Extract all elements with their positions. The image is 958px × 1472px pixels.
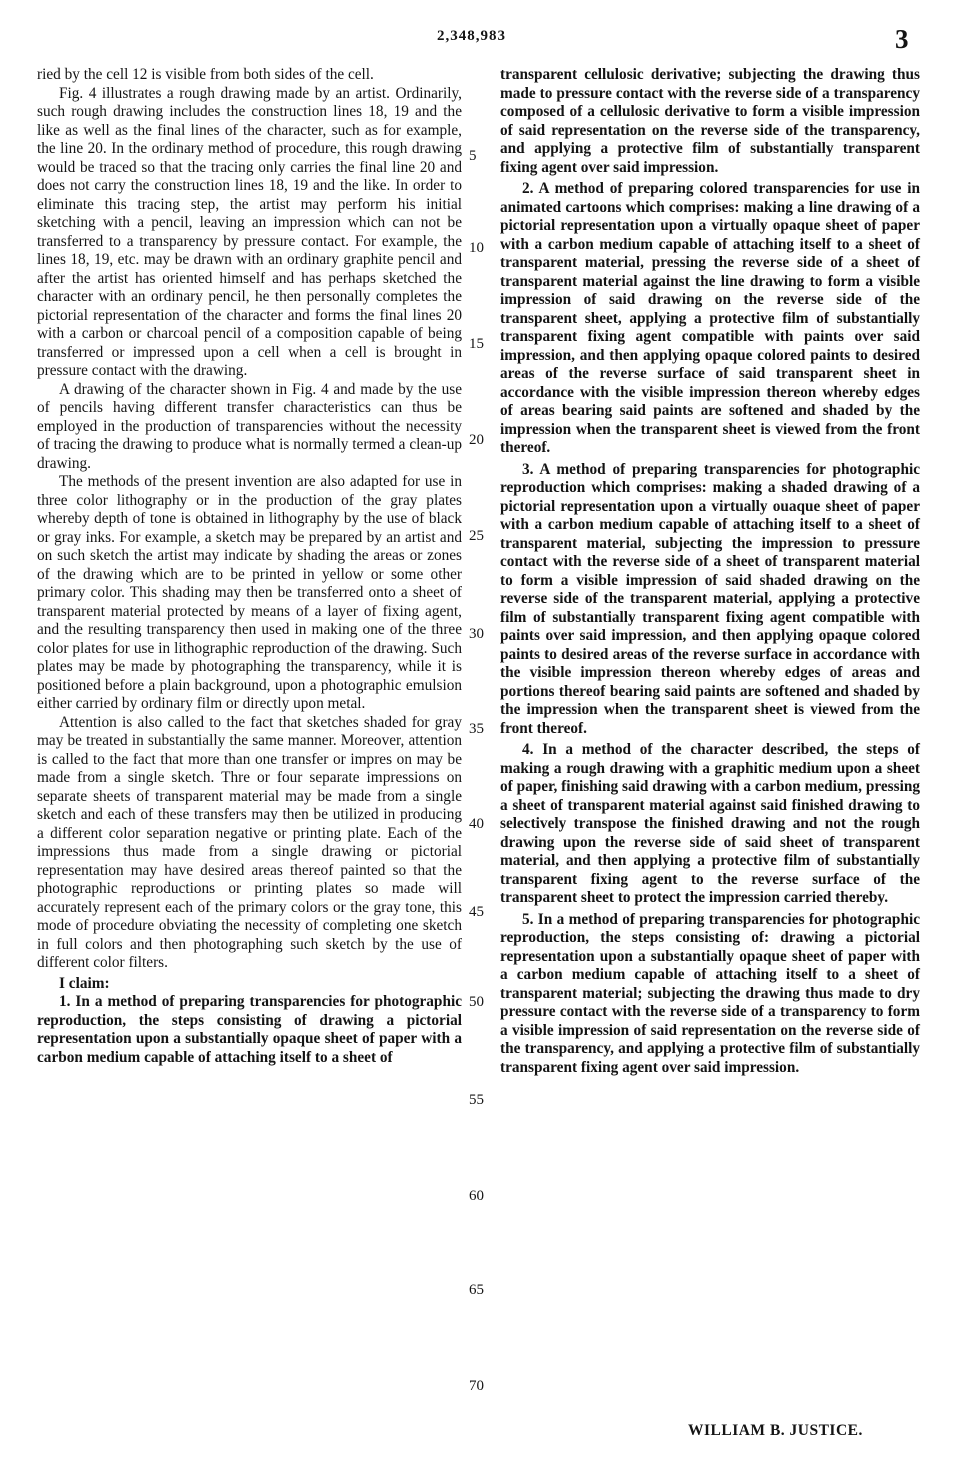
page-number: 2,348,983 — [437, 28, 506, 44]
line-number: 35 — [469, 721, 484, 737]
claim-4: 4. In a method of the character described, the steps of making a rough drawing with a graphitic medium upon a sheet of paper, finishing said drawing with a carbon medium, pressing a sheet of transparent material against said finished drawing to selectively transpose the finished drawing and not the rough drawing upon the reverse side of said sheet of transparent material, and then applying a protective film of substantially transparent fixing agent to the reverse surface of the transparent sheet to protect the impression carried thereby. — [500, 741, 920, 906]
sheet-number: 3 — [895, 24, 909, 54]
line-number: 55 — [469, 1092, 484, 1108]
line-number: 60 — [469, 1188, 484, 1204]
line-number: 45 — [469, 904, 484, 920]
line-number: 70 — [469, 1378, 484, 1394]
claim-3: 3. A method of preparing transparencies for photographic reproduction which comprises: making a shaded drawing of a pictorial representation upon a virtually ouaque sheet of paper with a carbon medium capable of attaching itself to a sheet of transparent material, subjecting the impression to pressure contact with the reverse side of a sheet of transparent material to form a visible impression of said shaded drawing on the reverse side of the transparent material, applying a protective film of substantially transparent fixing agent compatible with paints over said impression, and then applying opaque colored paints to desired areas of the reverse surface in accordance with the visible impression thereon whereby edges of areas and portions thereof bearing said paints are softened and shaded by the impression when the transparent sheet is viewed from the front thereof. — [500, 460, 920, 737]
paragraph: A drawing of the character shown in Fig. 4 and made by the use of pencils having different transfer characteristics can thus be employed in the production of transparencies without the necessity of tracing the drawing to produce what is normally termed a clean-up drawing. — [37, 380, 462, 472]
line-number: 10 — [469, 240, 484, 256]
inventor-signature: WILLIAM B. JUSTICE. — [688, 1422, 863, 1439]
line-number: 50 — [469, 994, 484, 1010]
claim-2: 2. A method of preparing colored transparencies for use in animated cartoons which comprises: making a line drawing of a pictorial representation upon a virtually opaque sheet of paper with a carbon medium capable of attaching itself to a sheet of transparent material, pressing the reverse side of a sheet of transparent material against the line drawing to form a visible impression of said drawing on the reverse side of the transparent sheet, applying a protective film of substantially transparent fixing agent compatible with paints over said impression, and then applying opaque colored paints to desired areas of the reverse surface of said transparent sheet in accordance with the visible impression thereon whereby edges of areas bearing said paints are softened and shaded by the impression when the transparent sheet is viewed from the front thereof. — [500, 180, 920, 456]
left-column — [37, 66, 462, 1067]
line-number: 5 — [469, 148, 477, 164]
claim-1-end: transparent cellulosic derivative; subjecting the drawing thus made to pressure contact with the reverse side of a transparency composed of a cellulosic derivative to form a visible impression of said representation on the reverse side of the transparency, and applying a protective film of substantially transparent fixing agent over said impression. — [500, 66, 920, 176]
line-number: 20 — [469, 432, 484, 448]
paragraph: The methods of the present invention are also adapted for use in three color lithography or in the production of the gray plates whereby depth of tone is obtained in lithography by the use of black or gray inks. For example, a sketch may be prepared by an artist and on such sketch the artist may indicate by shading the areas or zones of the drawing which are to be printed in yellow or some other primary color. This shading may then be transferred onto a sheet of transparent material protected by means of a layer of fixing agent, and the resulting transparency then used in making one of the three color plates for use in lithographic reproduction of the drawing. Such plates may be made by photographing the transparency, while it is positioned before a plain background, upon a photographic emulsion either carried by ordinary film or directly upon metal. — [37, 473, 462, 712]
line-number: 25 — [469, 528, 484, 544]
claim-5: 5. In a method of preparing transparencies for photographic reproduction, the steps consisting of: drawing a pictorial representation upon a substantially opaque sheet of paper with a carbon medium capable of attaching itself to a sheet of transparent material; subjecting the drawing thus made to dry pressure contact with the reverse side of a transparency to form a visible impression of said representation on the reverse side of the transparency, and applying a protective film of substantially transparent fixing agent over said impression. — [500, 910, 920, 1076]
line-number: 65 — [469, 1282, 484, 1298]
paragraph: Fig. 4 illustrates a rough drawing made by an artist. Ordinarily, such rough drawing includes the construction lines 18, 19 and the like as well as the final lines of the character, such as for example, the line 20. In the ordinary method of procedure, this rough drawing would be traced so that the tracing only carries the final line 20 and does not carry the construction lines 18, 19 and the like. In order to eliminate this tracing step, the artist may perform his initial sketching with a pencil, leaving an impression which can not be transferred to a transparency by pressure contact. For example, the lines 18, 19, etc. may be drawn with an ordinary graphite pencil and after the artist has oriented himself and has perhaps sketched the character with an ordinary pencil, he then personally completes the pictorial representation of the character and forms the final lines 20 with a carbon or charcoal pencil of a composition capable of being transferred or impressed upon a cell when a cell is brought in pressure contact with the drawing. — [37, 84, 462, 379]
right-column — [500, 66, 920, 1077]
line-number: 15 — [469, 336, 484, 352]
claim-1-start: 1. In a method of preparing transparencies for photographic reproduction, the steps consisting of drawing a pictorial representation upon a substantially opaque sheet of paper with a carbon medium capable of attaching itself to a sheet of — [37, 993, 462, 1066]
paragraph: Attention is also called to the fact that sketches shaded for gray may be treated in substantially the same manner. Moreover, attention is called to the fact that more than one transfer or impres on may be made from a single sketch. Thre or four separate impressions on separate sheets of transparent material may be made from a single sketch and each of these transfers may then be utilized in producing a different color separation negative or printing plate. Each of the impressions thus made from a single drawing or pictorial representation may have desired areas thereof painted so that the photographic reproductions or printing plates so made will accurately represent each of the primary colors or the gray tone, this mode of procedure obviating the necessity of completing one sketch in full colors and then photographing such sketch by the use of different color filters. — [37, 713, 462, 971]
claims-heading: I claim: — [59, 974, 110, 992]
paragraph: ried by the cell 12 is visible from both sides of the cell. — [37, 66, 374, 83]
line-number: 40 — [469, 816, 484, 832]
line-number: 30 — [469, 626, 484, 642]
